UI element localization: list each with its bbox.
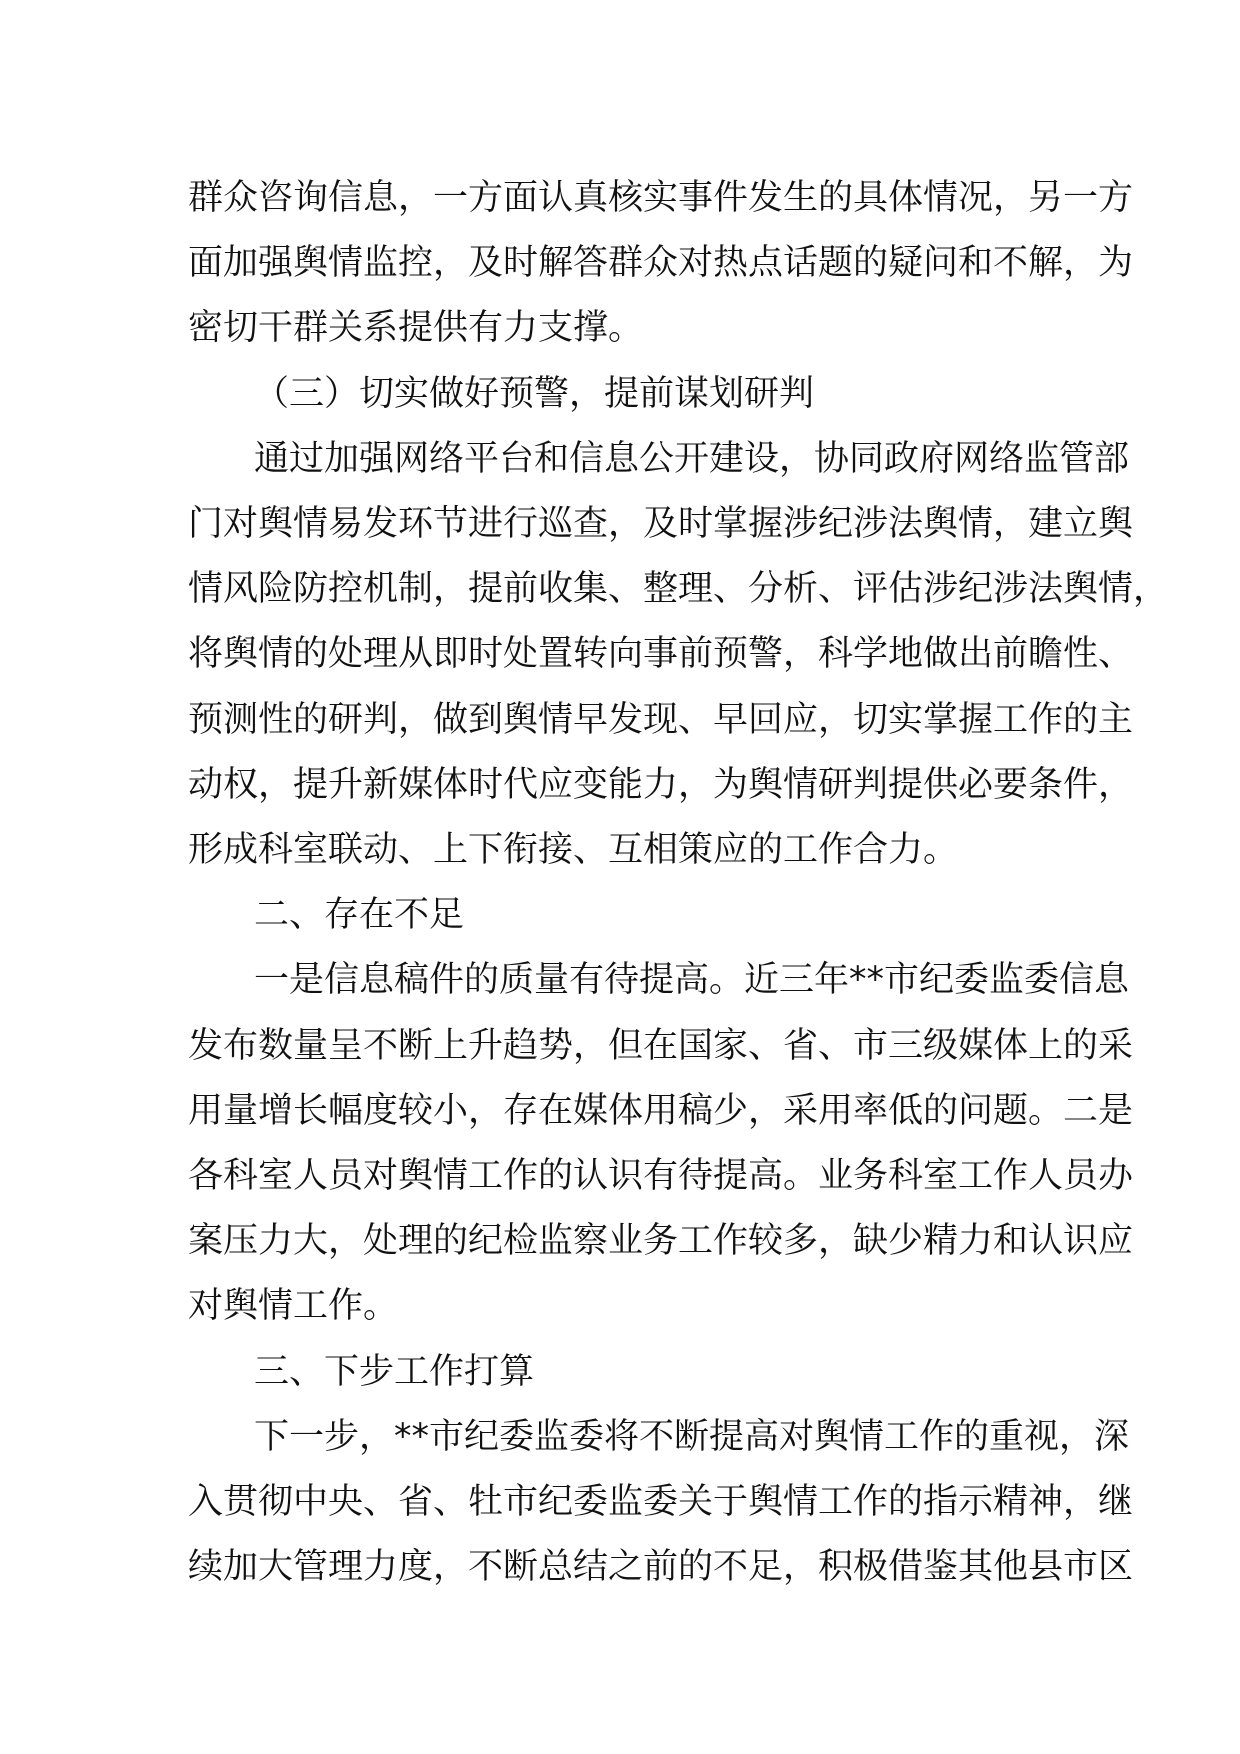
heading-text: 三、下步工作打算 <box>254 1351 535 1392</box>
paragraph-continuation <box>188 166 1134 362</box>
document-body <box>188 166 1169 1600</box>
text-line: 密切干群关系提供有力支撑。 <box>188 308 644 349</box>
paragraph-shortcomings <box>188 948 1134 1339</box>
heading-text: 二、存在不足 <box>254 895 465 936</box>
text-line: 一是信息稿件的质量有待提高。近三年**市纪委监委信息 <box>254 960 1130 1001</box>
paragraph-early-warning <box>188 427 1169 883</box>
text-line: 群众咨询信息，一方面认真核实事件发生的具体情况，另一方 <box>188 178 1134 218</box>
text-line: 各科室人员对舆情工作的认识有待提高。业务科室工作人员办 <box>188 1156 1134 1197</box>
text-line: 发布数量呈不断上升趋势，但在国家、省、市三级媒体上的采 <box>188 1025 1134 1066</box>
text-line: 面加强舆情监控，及时解答群众对热点话题的疑问和不解，为 <box>188 243 1134 284</box>
text-line: 情风险防控机制，提前收集、整理、分析、评估涉纪涉法舆情， <box>188 569 1169 610</box>
text-line: 续加大管理力度，不断总结之前的不足，积极借鉴其他县市区 <box>188 1547 1134 1588</box>
text-line: 入贯彻中央、省、牡市纪委监委关于舆情工作的指示精神，继 <box>188 1482 1134 1523</box>
section-heading-early-warning <box>188 362 1088 427</box>
heading-text: （三）切实做好预警，提前谋划研判 <box>254 373 815 414</box>
text-line: 形成科室联动、上下衔接、互相策应的工作合力。 <box>188 830 959 871</box>
text-line: 用量增长幅度较小，存在媒体用稿少，采用率低的问题。二是 <box>188 1090 1134 1131</box>
section-heading-next-steps <box>188 1340 1088 1405</box>
text-line: 下一步，**市纪委监委将不断提高对舆情工作的重视，深 <box>254 1416 1130 1457</box>
text-line: 预测性的研判，做到舆情早发现、早回应，切实掌握工作的主 <box>188 699 1134 740</box>
text-line: 案压力大，处理的纪检监察业务工作较多，缺少精力和认识应 <box>188 1221 1134 1262</box>
text-line: 将舆情的处理从即时处置转向事前预警，科学地做出前瞻性、 <box>188 634 1134 675</box>
paragraph-next-steps <box>188 1405 1134 1601</box>
text-line: 门对舆情易发环节进行巡查，及时掌握涉纪涉法舆情，建立舆 <box>188 504 1134 545</box>
text-line: 通过加强网络平台和信息公开建设，协同政府网络监管部 <box>254 438 1130 479</box>
text-line: 对舆情工作。 <box>188 1286 399 1327</box>
text-line: 动权，提升新媒体时代应变能力，为舆情研判提供必要条件， <box>188 764 1134 805</box>
section-heading-shortcomings <box>188 883 1088 948</box>
